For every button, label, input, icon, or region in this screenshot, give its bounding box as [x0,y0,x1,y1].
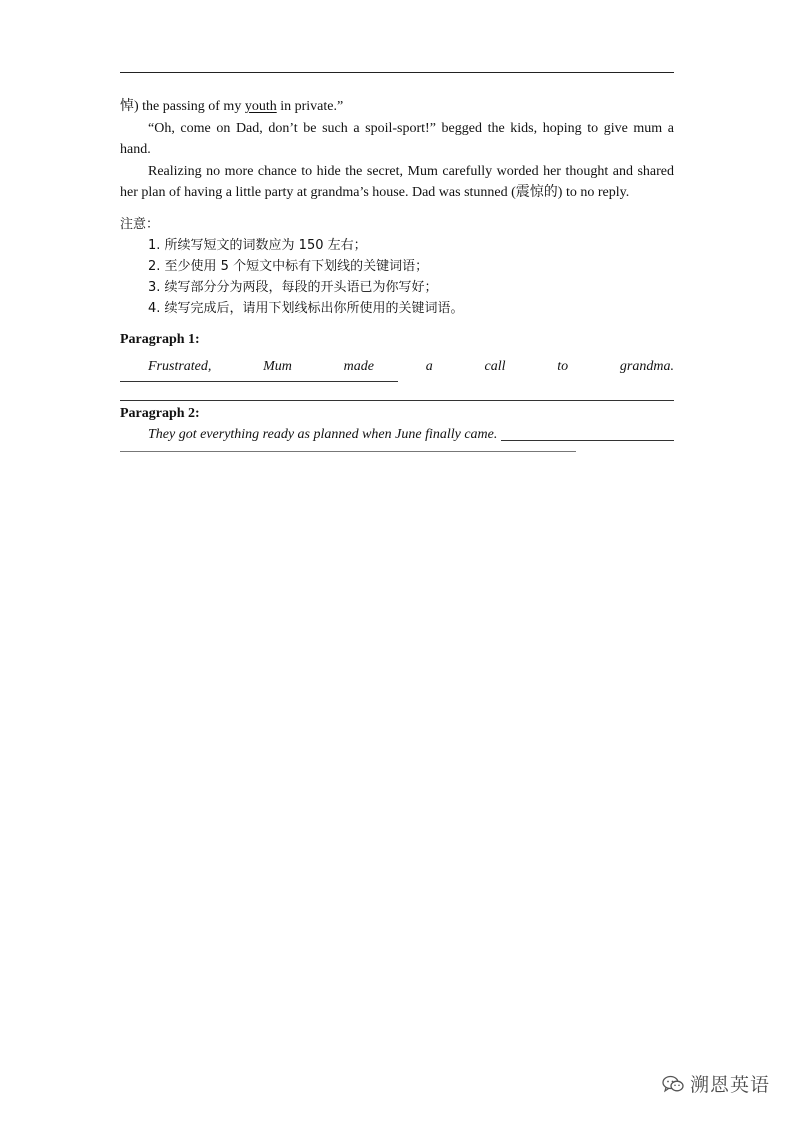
passage-text: 悼) the passing of my [120,99,245,114]
opening-word: a [425,358,433,374]
wechat-icon [662,1075,684,1093]
passage-paragraph-mum: Realizing no more chance to hide the secret, Mum carefully worded her thought and shared her plan of having a little party at grandma’s house. Dad was stunned (震惊的) to no reply. [120,163,674,200]
opening-word: call [484,358,506,374]
notes-list [120,235,674,319]
paragraph1-heading: Paragraph 1: [120,331,200,347]
opening-word: Mum [263,358,292,374]
content [120,96,674,452]
opening-word: grandma. [619,358,674,374]
paragraph2-opening [120,424,674,445]
note-item: 2. 至少使用 5 个短文中标有下划线的关键词语； [148,258,429,274]
header-rule [120,72,674,73]
note-item: 4. 续写完成后，请用下划线标出你所使用的关键词语。 [148,300,464,316]
opening-word: to [557,358,569,374]
key-word-underlined: youth [244,99,277,114]
answer-blank-line[interactable] [120,451,576,452]
watermark-text: 溯恩英语 [689,1074,770,1096]
answer-blank-line[interactable] [120,381,398,382]
passage-text: in private.” [276,99,344,114]
watermark [662,1070,770,1097]
notes-title: 注意： [120,216,160,232]
opening-word: Frustrated, [148,358,212,374]
note-item: 3. 续写部分分为两段，每段的开头语已为你写好； [148,279,438,295]
note-item: 1. 所续写短文的词数应为 150 左右； [148,237,367,253]
paragraph1-opening [120,356,674,377]
answer-blank-line[interactable] [120,400,674,401]
paragraph2-heading: Paragraph 2: [120,405,200,421]
opening-sentence: They got everything ready as planned when June finally came. [148,426,498,442]
passage-continuation [120,96,674,118]
opening-word: made [343,358,374,374]
passage-paragraph-kids: “Oh, come on Dad, don’t be such a spoil-sport!” begged the kids, hoping to give mum a hand. [120,120,674,157]
answer-blank-line[interactable] [501,440,674,441]
